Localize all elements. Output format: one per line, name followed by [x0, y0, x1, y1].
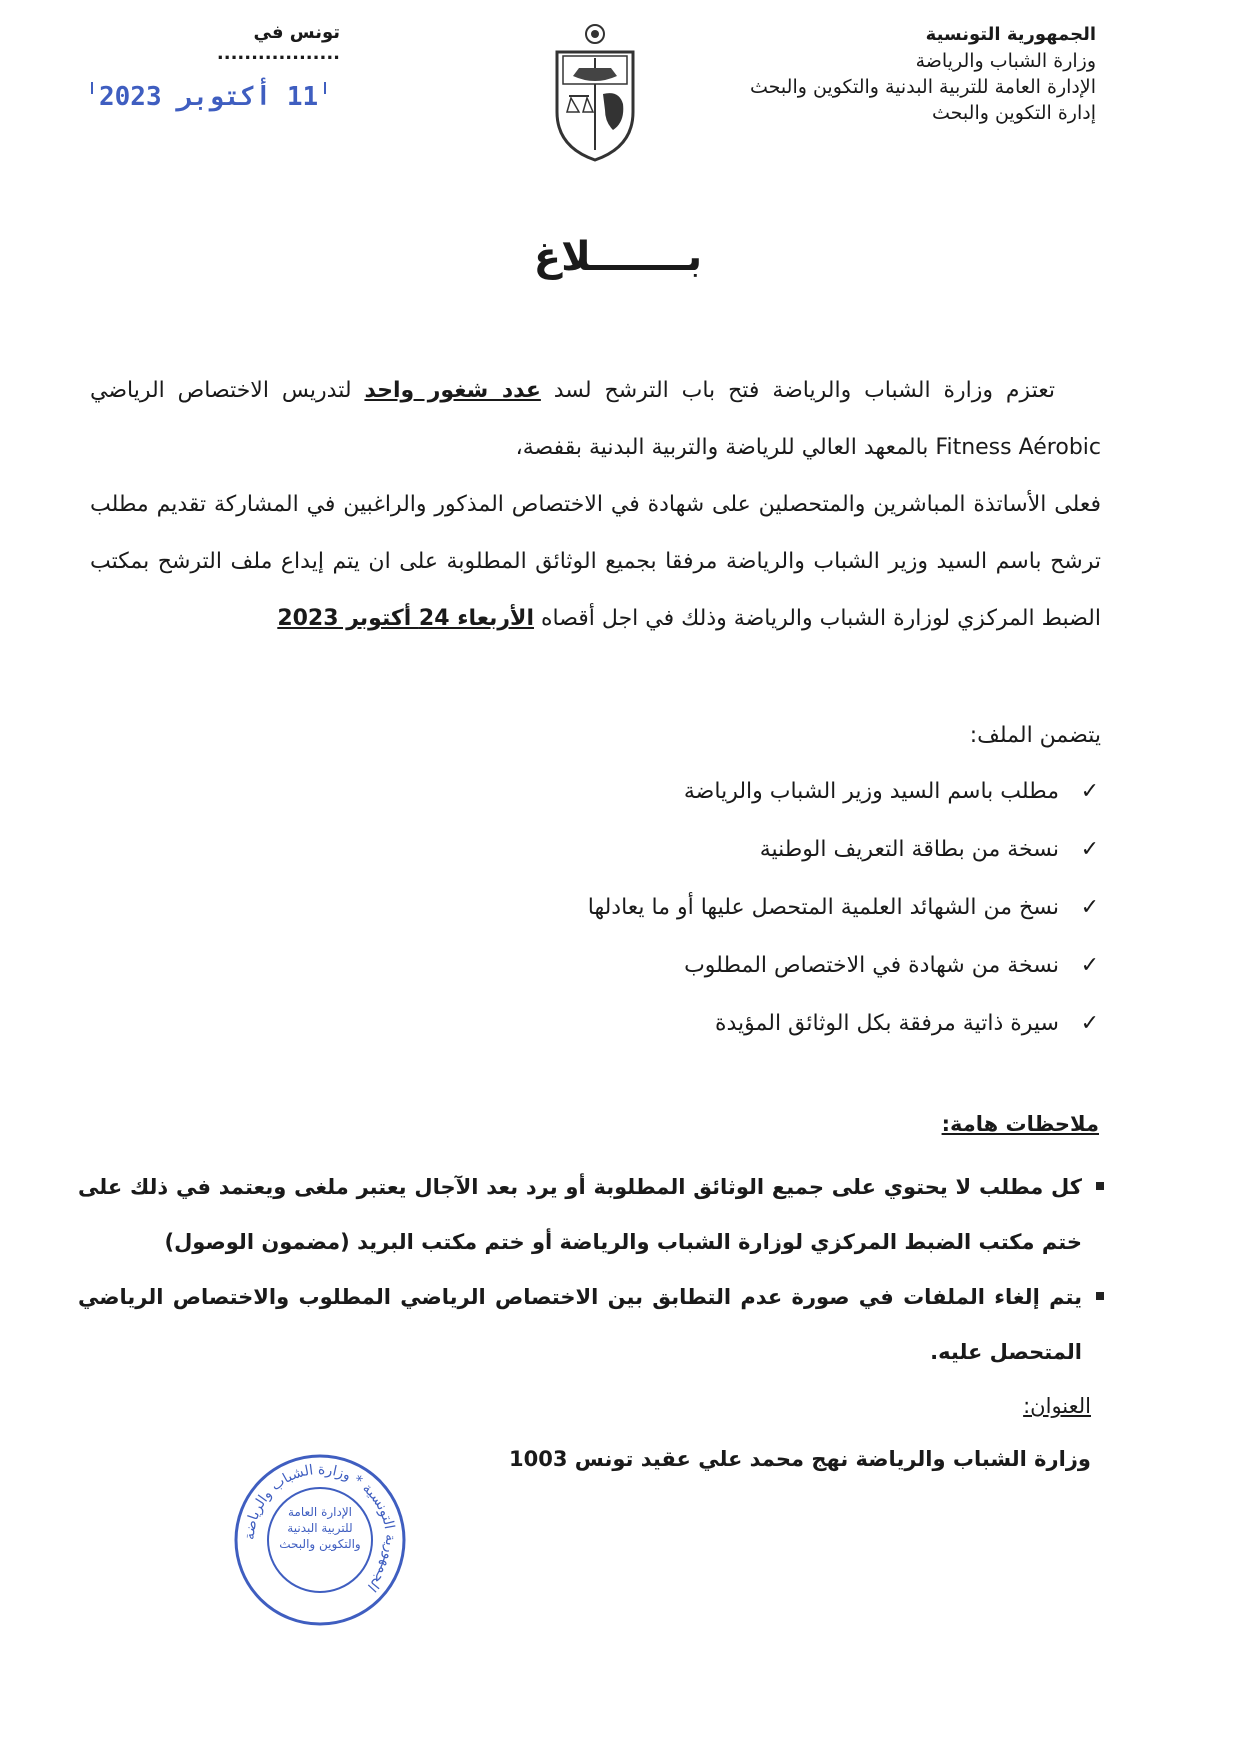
- checkmark-icon: ✓: [1080, 779, 1099, 804]
- list-item: [399, 830, 1099, 888]
- checkmark-icon: ✓: [1080, 837, 1099, 862]
- file-contents-label: يتضمن الملف:: [969, 723, 1101, 748]
- seal-ring-text: الجمهورية التونسية * وزارة الشباب والرياضة: [241, 1461, 399, 1595]
- document-title: بـــــــلاغ: [533, 234, 703, 280]
- list-item-text: مطلب باسم السيد وزير الشباب والرياضة: [683, 779, 1059, 804]
- note-item: كل مطلب لا يحتوي على جميع الوثائق المطلوبة أو يرد بعد الآجال يعتبر ملغى ويعتمد في ذلك على ختم مكتب الضبط المركزي لوزارة الشباب والرياضة أو ختم مكتب البريد (مضمون الوصول): [78, 1160, 1106, 1270]
- notes-label: ملاحظات هامة:: [941, 1112, 1099, 1136]
- ministry-name: وزارة الشباب والرياضة: [915, 50, 1096, 72]
- checkmark-icon: ✓: [1080, 953, 1099, 978]
- list-item-text: سيرة ذاتية مرفقة بكل الوثائق المؤيدة: [714, 1011, 1059, 1036]
- paragraph-intro: [90, 362, 1101, 476]
- notes-list: [78, 1160, 1106, 1380]
- stamp-bracket-icon: [324, 82, 326, 94]
- announcement-body: [90, 362, 1101, 647]
- requirements-list: [399, 772, 1099, 1062]
- list-item: [399, 1004, 1099, 1062]
- list-item-text: نسخة من بطاقة التعريف الوطنية: [759, 837, 1059, 862]
- address-text: وزارة الشباب والرياضة نهج محمد علي عقيد تونس 1003: [509, 1447, 1091, 1471]
- paragraph-instructions-part: فعلى الأساتذة المباشرين والمتحصلين على شهادة في الاختصاص المذكور والراغبين في المشاركة تقديم مطلب ترشح باسم السيد وزير الشباب والرياضة مرفقا بجميع الوثائق المطلوبة على ان يتم إيداع ملف الترشح بمكتب الضبط المركزي لوزارة الشباب والرياضة وذلك في اجل أقصاه: [90, 492, 1101, 631]
- issuer-block: [676, 22, 1096, 126]
- official-seal-icon: [232, 1452, 408, 1628]
- paragraph-instructions: [90, 476, 1101, 647]
- paragraph-intro-part: تعتزم وزارة الشباب والرياضة فتح باب الترشح لسد: [540, 378, 1056, 403]
- date-stamp: [85, 82, 332, 112]
- tunisia-coat-of-arms-icon: [545, 22, 645, 164]
- checkmark-icon: ✓: [1080, 895, 1099, 920]
- vacancy-count: عدد شغور واحد: [364, 378, 541, 403]
- republic-name: الجمهورية التونسية: [925, 24, 1096, 45]
- list-item: [399, 946, 1099, 1004]
- stamp-bracket-icon: [91, 82, 93, 94]
- seal-center-text: الإدارة العامة للتربية البدنية والتكوين والبحث: [279, 1505, 361, 1551]
- list-item: [399, 772, 1099, 830]
- paragraph-intro-part: لتدريس الاختصاص الرياضي Fitness Aérobic بالمعهد العالي للرياضة والتربية البدنية بقفصة،: [90, 378, 1101, 460]
- list-item-text: نسخة من شهادة في الاختصاص المطلوب: [684, 953, 1059, 978]
- address-label: العنوان:: [1023, 1394, 1091, 1418]
- place-date-line: تونس في ..................: [216, 22, 340, 64]
- checkmark-icon: ✓: [1080, 1011, 1099, 1036]
- note-item: يتم إلغاء الملفات في صورة عدم التطابق بين الاختصاص الرياضي المطلوب والاختصاص الرياضي المتحصل عليه.: [78, 1270, 1106, 1380]
- directorate-name: إدارة التكوين والبحث: [932, 102, 1096, 124]
- directorate-general-name: الإدارة العامة للتربية البدنية والتكوين والبحث: [750, 76, 1096, 98]
- list-item-text: نسخ من الشهائد العلمية المتحصل عليها أو ما يعادلها: [587, 895, 1059, 920]
- deadline-date: الأربعاء 24 أكتوبر 2023: [277, 606, 534, 631]
- date-stamp-text: 11 أكتوبر 2023: [99, 82, 319, 112]
- list-item: [399, 888, 1099, 946]
